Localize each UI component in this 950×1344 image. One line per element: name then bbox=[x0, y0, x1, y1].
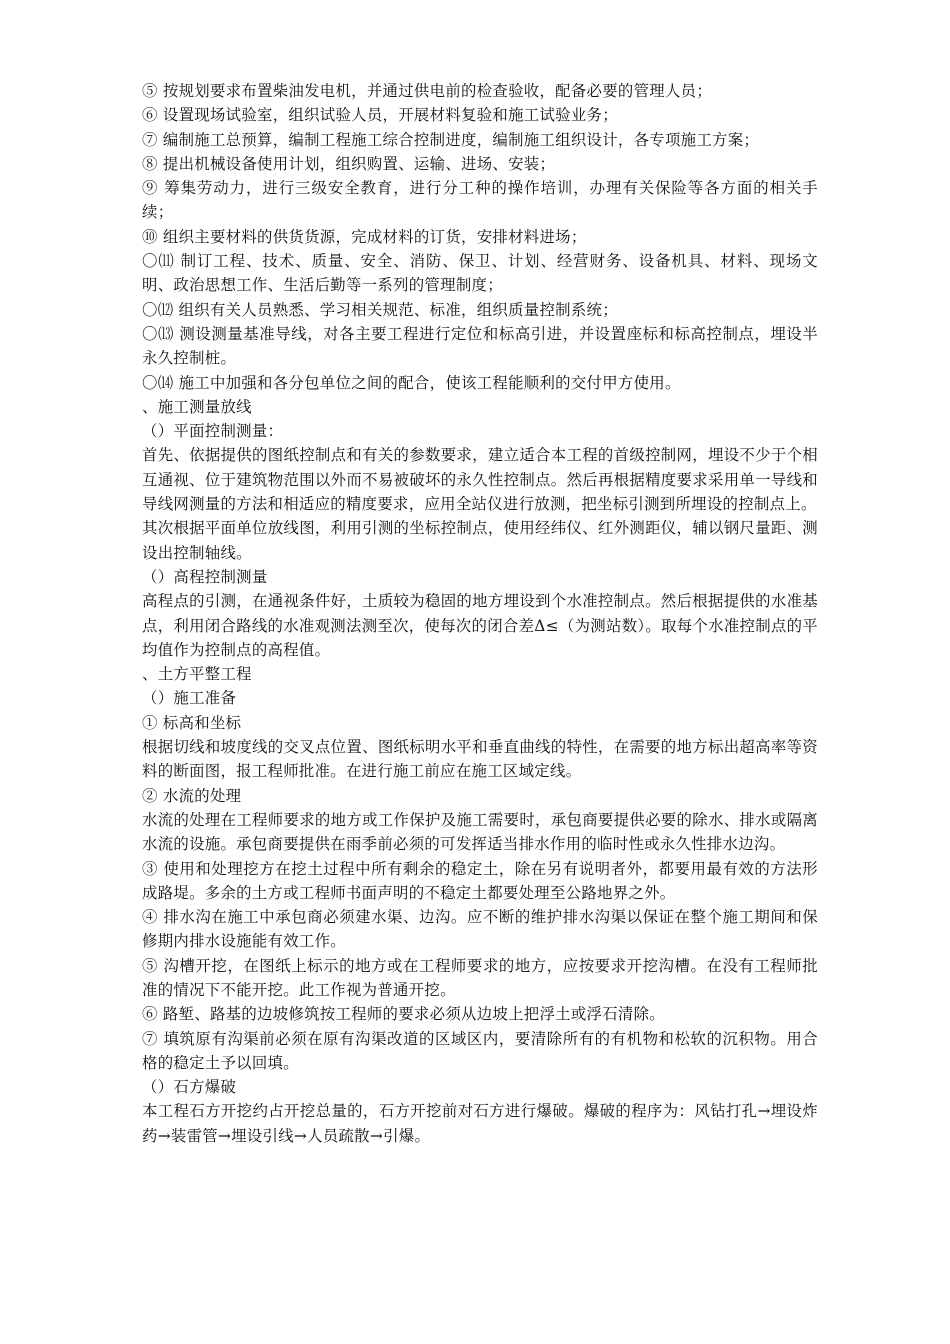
list-item-5: ⑤ 沟槽开挖，在图纸上标示的地方或在工程师要求的地方，应按要求开挖沟槽。在没有工程师批准的情况下不能开挖。此工作视为普通开挖。 bbox=[142, 956, 818, 999]
section-heading-survey: 、施工测量放线 bbox=[142, 397, 252, 416]
list-item-6: ⑥ 路堑、路基的边坡修筑按工程师的要求必须从边坡上把浮土或浮石清除。 bbox=[142, 1005, 665, 1024]
subsection-heading-blasting: （）石方爆破 bbox=[142, 1078, 237, 1097]
body-paragraph: 根据切线和坡度线的交叉点位置、图纸标明水平和垂直曲线的特性，在需要的地方标出超高率等资料的断面图，报工程师批准。在进行施工前应在施工区域定线。 bbox=[142, 738, 818, 781]
item-heading-water-flow: ② 水流的处理 bbox=[142, 786, 242, 805]
list-item-12: 〇⑿ 组织有关人员熟悉、学习相关规范、标准，组织质量控制系统； bbox=[142, 300, 618, 319]
list-item-9: ⑨ 筹集劳动力，进行三级安全教育，进行分工种的操作培训，办理有关保险等各方面的相关手续； bbox=[142, 179, 818, 222]
list-item-5: ⑤ 按规划要求布置柴油发电机，并通过供电前的检查验收，配备必要的管理人员； bbox=[142, 82, 713, 100]
list-item-8: ⑧ 提出机械设备使用计划，组织购置、运输、进场、安装； bbox=[142, 154, 556, 173]
list-item-3: ③ 使用和处理挖方在挖土过程中所有剩余的稳定土，除在另有说明者外，都要用最有效的方法形成路堤。多余的土方或工程师书面声明的不稳定土都要处理至公路地界之外。 bbox=[142, 859, 818, 902]
document-page bbox=[142, 79, 818, 1148]
list-item-10: ⑩ 组织主要材料的供货货源，完成材料的订货，安排材料进场； bbox=[142, 227, 587, 246]
body-paragraph: 高程点的引测，在通视条件好，土质较为稳固的地方埋设到个水准控制点。然后根据提供的水准基点，利用闭合路线的水准观测法测至次，使每次的闭合差Δ≤（为测站数）。取每个水准控制点的平均值作为控制点的高程值。 bbox=[142, 592, 818, 659]
subsection-heading-elevation-control: （）高程控制测量 bbox=[142, 567, 268, 586]
subsection-heading-plane-control: （）平面控制测量： bbox=[142, 422, 284, 441]
list-item-13: 〇⒀ 测设测量基准导线，对各主要工程进行定位和标高引进，并设置座标和标高控制点，埋设半永久控制桩。 bbox=[142, 324, 818, 368]
list-item-11: 〇⑾ 制订工程、技术、质量、安全、消防、保卫、计划、经营财务、设备机具、材料、现场文明、政治思想工作、生活后勤等一系列的管理制度； bbox=[142, 252, 818, 295]
list-item-7: ⑦ 编制施工总预算，编制工程施工综合控制进度，编制施工组织设计，各专项施工方案； bbox=[142, 130, 760, 149]
list-item-14: 〇⒁ 施工中加强和各分包单位之间的配合，使该工程能顺利的交付甲方使用。 bbox=[142, 373, 681, 392]
body-paragraph: 本工程石方开挖约占开挖总量的，石方开挖前对石方进行爆破。爆破的程序为：风钻打孔→埋设炸药→装雷管→埋设引线→人员疏散→引爆。 bbox=[142, 1102, 818, 1145]
list-item-4: ④ 排水沟在施工中承包商必须建水渠、边沟。应不断的维护排水沟渠以保证在整个施工期间和保修期内排水设施能有效工作。 bbox=[142, 908, 818, 951]
body-paragraph: 水流的处理在工程师要求的地方或工作保护及施工需要时，承包商要提供必要的除水、排水或隔离水流的设施。承包商要提供在雨季前必须的可发挥适当排水作用的临时性或永久性排水边沟。 bbox=[142, 810, 818, 854]
subsection-heading-preparation: （）施工准备 bbox=[142, 689, 237, 708]
item-heading-elevation-coordinates: ① 标高和坐标 bbox=[142, 713, 242, 732]
section-heading-earthwork: 、土方平整工程 bbox=[142, 665, 252, 684]
list-item-7: ⑦ 填筑原有沟渠前必须在原有沟渠改道的区域区内，要清除所有的有机物和松软的沉积物。用合格的稳定土予以回填。 bbox=[142, 1029, 818, 1072]
list-item-6: ⑥ 设置现场试验室，组织试验人员，开展材料复验和施工试验业务； bbox=[142, 106, 618, 125]
body-paragraph: 其次根据平面单位放线图，利用引测的坐标控制点，使用经纬仪、红外测距仪，辅以钢尺量距、测设出控制轴线。 bbox=[142, 519, 818, 562]
body-paragraph: 首先、依据提供的图纸控制点和有关的参数要求，建立适合本工程的首级控制网，埋设不少于个相互通视、位于建筑物范围以外而不易被破坏的永久性控制点。然后再根据精度要求采用单一导线和导线网测量的方法和相适应的精度要求，应用全站仪进行放测，把坐标引测到所埋设的控制点上。 bbox=[142, 446, 818, 514]
